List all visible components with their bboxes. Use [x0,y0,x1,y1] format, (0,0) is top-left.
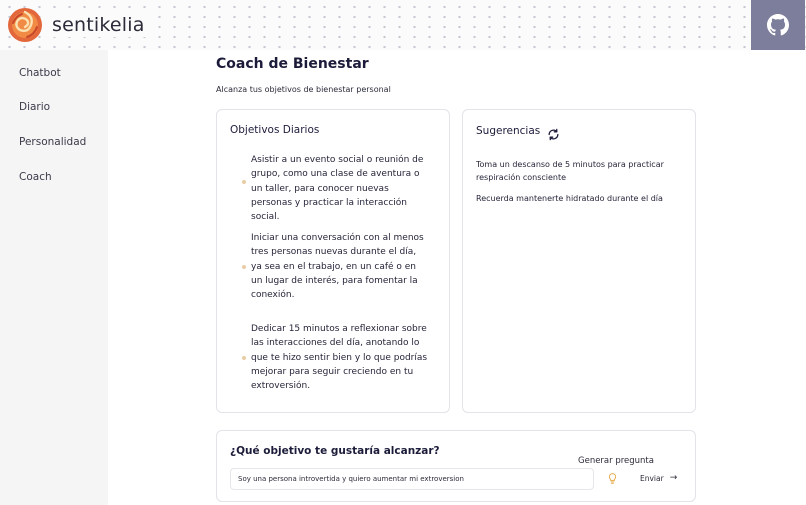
header-bar [0,0,806,50]
page-subtitle: Alcanza tus objetivos de bienestar personal [216,85,391,94]
goal-item: Asistir a un evento social o reunión de grupo, como una clase de aventura o un taller, para conocer nuevas personas y practicar la interacción social. [251,155,424,223]
goal-item: Iniciar una conversación con al menos tres personas nuevas durante el día, ya sea en el trabajo, en un café o en un lugar de interés, para fomentar la conexión. [251,233,424,301]
sidebar [0,50,108,505]
refresh-icon[interactable] [547,128,560,141]
bullet-icon [242,265,246,269]
sidebar-item-coach[interactable]: Coach [19,171,52,183]
logo-icon [7,7,43,43]
bullet-icon [242,180,246,184]
daily-goals-title: Objetivos Diarios [230,124,320,136]
brand-name: sentikelia [52,14,145,36]
sidebar-item-personalidad[interactable]: Personalidad [19,136,87,148]
goal-input-card [216,430,696,502]
send-button[interactable] [640,473,677,483]
suggestions-title: Sugerencias [476,125,541,137]
suggestion-item: Recuerda mantenerte hidratado durante el día [476,194,663,203]
generate-question-button[interactable]: Generar pregunta [578,456,654,466]
goal-input-field[interactable] [230,468,594,490]
goal-input-title: ¿Qué objetivo te gustaría alcanzar? [230,445,440,457]
lightbulb-icon[interactable] [608,473,617,484]
brand[interactable] [7,7,147,43]
goal-item: Dedicar 15 minutos a reflexionar sobre las interacciones del día, anotando lo que te hizo sentir bien y lo que podrías mejorar para seguir creciendo en tu extroversión. [251,324,428,392]
send-label: Enviar [640,473,664,483]
page-title: Coach de Bienestar [216,56,369,72]
sidebar-item-diario[interactable]: Diario [19,101,51,113]
daily-goals-card [216,109,450,413]
sidebar-item-chatbot[interactable]: Chatbot [19,67,61,79]
suggestion-item: Toma un descanso de 5 minutos para practicar respiración consciente [476,160,664,182]
arrow-right-icon: → [669,473,678,483]
github-icon [767,14,789,36]
suggestions-card [462,109,696,413]
github-button[interactable] [751,0,805,50]
bullet-icon [242,356,246,360]
